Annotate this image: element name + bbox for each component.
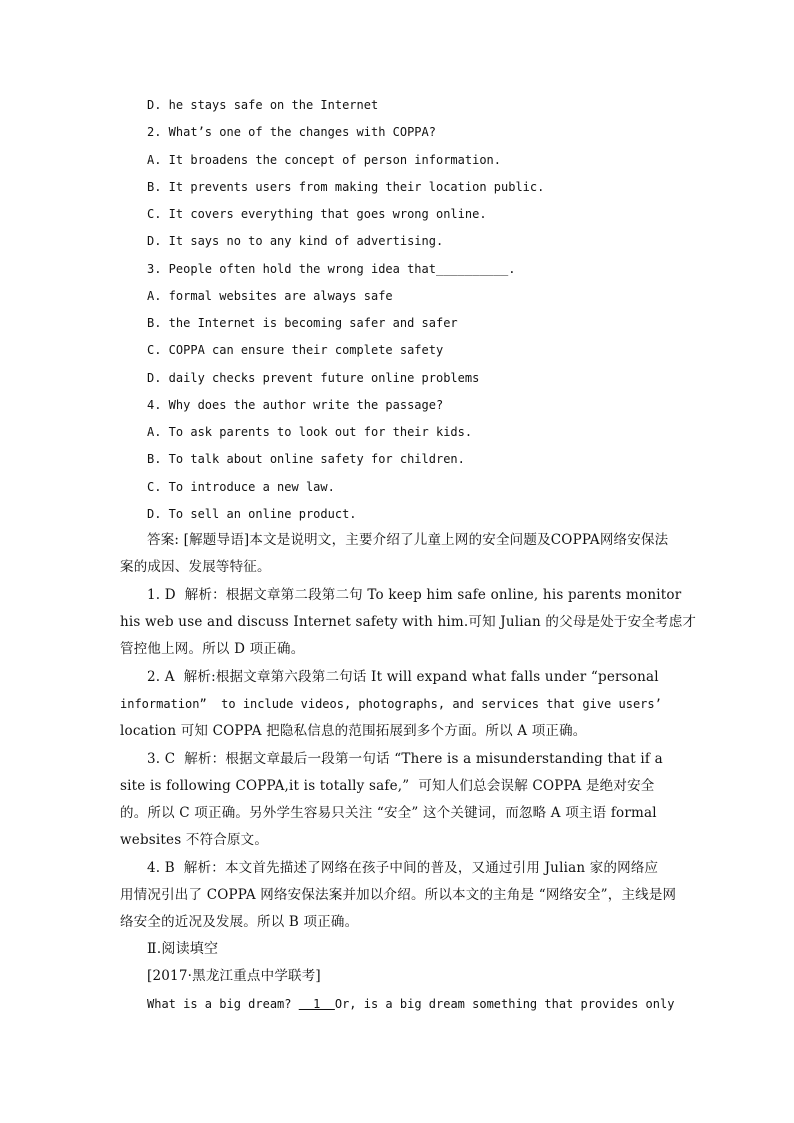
q2-option-b: B. It prevents users from making their location public. [147, 180, 545, 194]
section-source: [2017·黑龙江重点中学联考] [147, 968, 321, 984]
explanation-4-line1: 4. B 解析：本文首先描述了网络在孩子中间的普及，又通过引用 Julian 家的网络应 [147, 860, 659, 876]
section-heading: Ⅱ.阅读填空 [147, 941, 219, 957]
q3-option-a: A. formal websites are always safe [147, 289, 393, 303]
q4-option-c: C. To introduce a new law. [147, 480, 335, 494]
q2-option-c: C. It covers everything that goes wrong online. [147, 207, 487, 221]
q3-option-d: D. daily checks prevent future online problems [147, 371, 480, 385]
explanation-4-line2: 用情况引出了 COPPA 网络安保法案并加以介绍。所以本文的主角是 “网络安全”，主线是网 [120, 887, 677, 903]
explanation-2-line3: location 可知 COPPA 把隐私信息的范围拓展到多个方面。所以 A 项正确。 [120, 723, 587, 739]
passage-first-line [147, 996, 674, 1012]
explanation-2-line2: information” to include videos, photographs, and services that give users’ [120, 697, 662, 711]
q4-option-a: A. To ask parents to look out for their kids. [147, 425, 473, 439]
q2-option-a: A. It broadens the concept of person information. [147, 153, 502, 167]
answer-intro-line2: 案的成因、发展等特征。 [120, 559, 271, 575]
explanation-3-line2: site is following COPPA,it is totally safe,” 可知人们总会误解 COPPA 是绝对安全 [120, 778, 655, 794]
explanation-3-line3: 的。所以 C 项正确。另外学生容易只关注 “安全” 这个关键词，而忽略 A 项主语 formal [120, 805, 657, 821]
explanation-3-line1: 3. C 解析：根据文章最后一段第一句话 “There is a misunderstanding that if a [147, 751, 663, 767]
q2-stem: 2. What’s one of the changes with COPPA? [147, 125, 436, 139]
explanation-1-line1: 1. D 解析：根据文章第二段第二句 To keep him safe online, his parents monitor [147, 587, 682, 603]
explanation-2-line1: 2. A 解析:根据文章第六段第二句话 It will expand what falls under “personal [147, 669, 659, 685]
explanation-3-line4: websites 不符合原文。 [120, 832, 269, 848]
q4-option-b: B. To talk about online safety for children. [147, 452, 465, 466]
blank-1[interactable]: 1 [298, 997, 335, 1011]
q1-option-d: D. he stays safe on the Internet [147, 98, 379, 112]
q2-option-d: D. It says no to any kind of advertising. [147, 234, 444, 248]
q3-option-c: C. COPPA can ensure their complete safety [147, 343, 444, 357]
explanation-1-line3: 管控他上网。所以 D 项正确。 [120, 641, 305, 657]
answer-intro-line1: 答案: [解题导语]本文是说明文，主要介绍了儿童上网的安全问题及COPPA网络安保法 [147, 532, 669, 548]
explanation-4-line3: 络安全的近况及发展。所以 B 项正确。 [120, 914, 359, 930]
q4-stem: 4. Why does the author write the passage? [147, 398, 444, 412]
q3-option-b: B. the Internet is becoming safer and safer [147, 316, 458, 330]
q4-option-d: D. To sell an online product. [147, 507, 357, 521]
explanation-1-line2: his web use and discuss Internet safety with him.可知 Julian 的父母是处于安全考虑才 [120, 614, 697, 630]
passage-text-rest: Or, is a big dream something that provides only [334, 997, 675, 1011]
q3-stem: 3. People often hold the wrong idea that__________. [147, 262, 516, 276]
passage-text-start: What is a big dream? [147, 997, 292, 1011]
